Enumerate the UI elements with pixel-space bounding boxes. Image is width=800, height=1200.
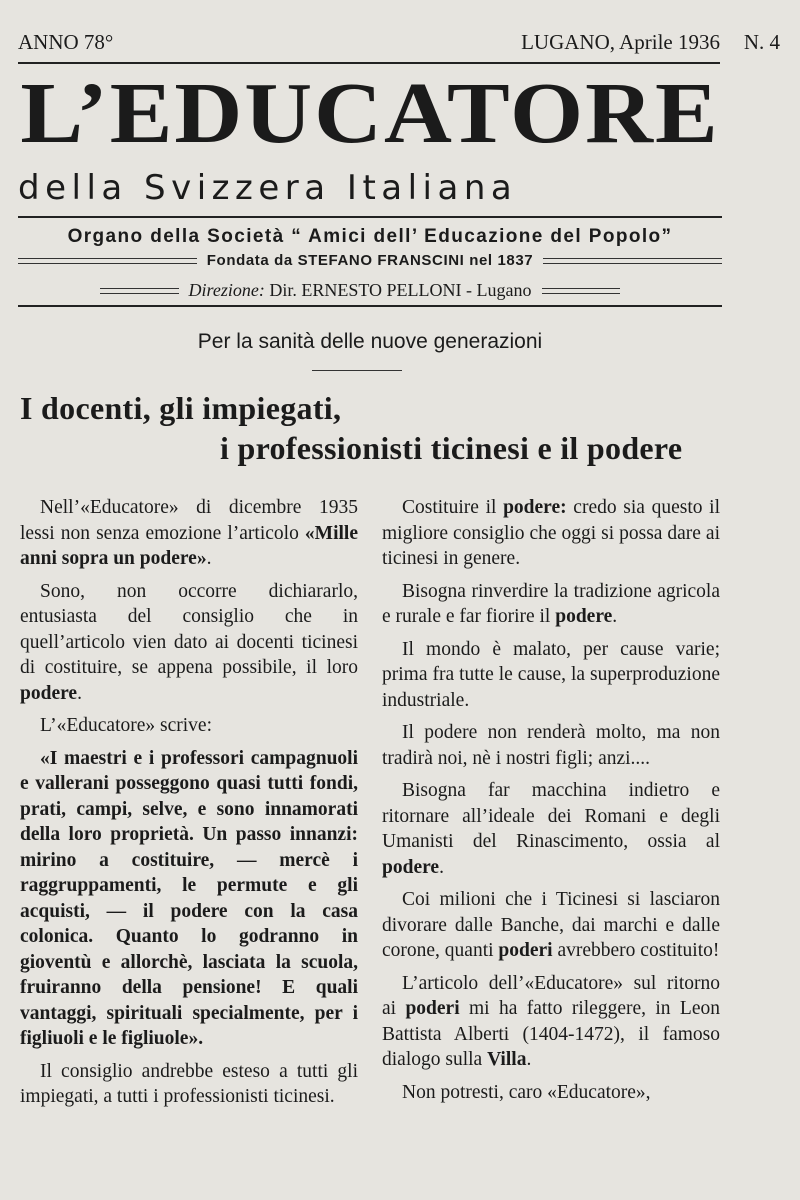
double-rule-left [18, 258, 197, 264]
founded-line [18, 252, 722, 269]
double-rule-right [542, 288, 621, 294]
paragraph: Il consiglio andrebbe esteso a tutti gli impiegati, a tutti i professionisti ticinesi. [20, 1060, 358, 1107]
place-date: LUGANO, Aprile 1936 [521, 30, 720, 54]
double-rule-right [543, 258, 722, 264]
direction-text [189, 280, 532, 301]
header-line [18, 30, 780, 55]
paragraph: Costituire il podere: credo sia questo il migliore consiglio che oggi si possa dare ai ticinesi in genere. [382, 497, 720, 569]
quoted-paragraph: «I maestri e i professori campagnuoli e vallerani posseggono quasi tutti fondi, prati, campi, selve, e sono innamorati della loro proprietà. Un passo innanzi: mirino a costituire, — mercè i raggruppamenti, le permute e gli acquisti, — il podere con la casa colonica. Quanto lo godranno in gioventù e allorchè, lasciata la scuola, fruiranno della pensione! E quali vantaggi, spirituali specialmente, per i figliuoli e le figliuole». [20, 747, 358, 1049]
paragraph: Nell’«Educatore» di dicembre 1935 lessi non senza emozione l’articolo «Mille anni sopra un podere». [20, 497, 358, 569]
masthead-title: L’EDUCATORE [20, 65, 720, 162]
founded-text: Fondata da STEFANO FRANSCINI nel 1837 [206, 252, 534, 269]
paragraph: Il mondo è malato, per cause varie; prima fra tutte le cause, la superproduzione industriale. [382, 638, 720, 711]
masthead-subtitle: della Svizzera Italiana [18, 168, 518, 208]
paragraph: L’«Educatore» scrive: [40, 715, 213, 736]
double-rule-left [100, 288, 179, 294]
issue-number: N. 4 [743, 30, 780, 54]
article-kicker: Per la sanità delle nuove generazioni [197, 330, 543, 353]
paragraph: Non potresti, caro «Educatore», [402, 1081, 651, 1103]
direction-label: Direzione: [188, 280, 265, 300]
article-title-line-1: I docenti, gli impiegati, [20, 390, 342, 426]
article-column-right [382, 495, 720, 1112]
volume-year: ANNO 78° [18, 30, 114, 54]
organ-line: Organo della Società “ Amici dell’ Educazione del Popolo” [67, 226, 673, 247]
masthead-bottom-rule [18, 305, 722, 307]
direction-line [100, 280, 620, 301]
paragraph: Il podere non renderà molto, ma non tradirà noi, nè i nostri figli; anzi.... [382, 722, 720, 769]
paragraph: Sono, non occorre dichiararlo, entusiasta del consiglio che in quell’articolo vien dato ai docenti ticinesi di costituire, se appena possibile, il loro podere. [20, 580, 358, 704]
paragraph: Bisogna rinverdire la tradizione agricola e rurale e far fiorire il podere. [382, 580, 720, 627]
paragraph: L’articolo dell’«Educatore» sul ritorno ai poderi mi ha fatto rileggere, in Leon Battista Alberti (1404-1472), il famoso dialogo sulla Villa. [382, 972, 720, 1070]
article-title-line-2: i professionisti ticinesi e il podere [220, 430, 683, 466]
kicker-rule [312, 370, 402, 371]
header-rule [18, 62, 720, 64]
paragraph: Coi milioni che i Ticinesi si lasciaron divorare dalle Banche, dai marchi e dalle corone, quanti poderi avrebbero costituito! [382, 889, 720, 961]
paragraph: Bisogna far macchina indietro e ritornare all’ideale dei Romani e degli Umanisti del Rinascimento, ossia al podere. [382, 780, 720, 878]
director-name: Dir. ERNESTO PELLONI - Lugano [269, 280, 532, 300]
masthead-rule [18, 216, 722, 218]
article-column-left [20, 495, 358, 1117]
